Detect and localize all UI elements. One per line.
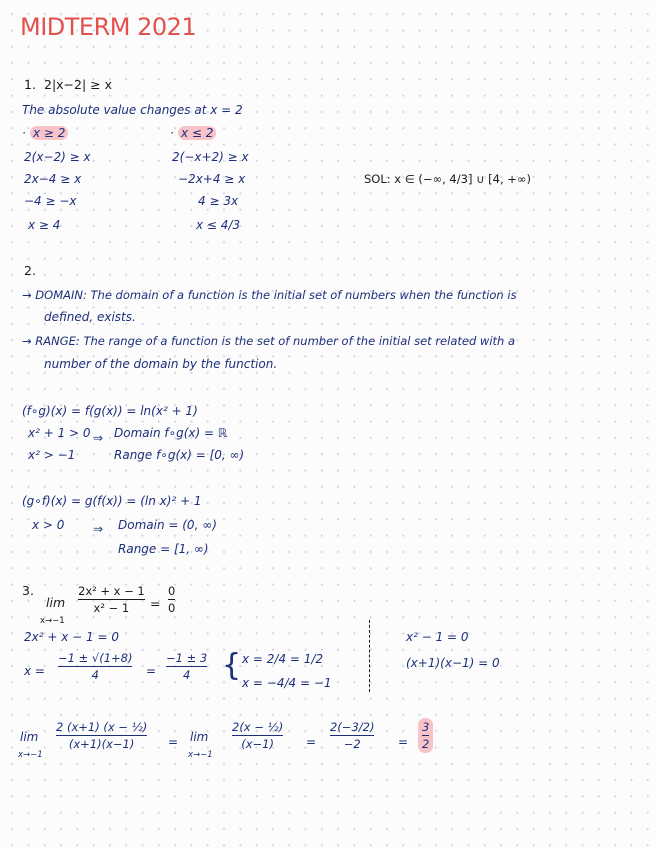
domain-definition-cont: defined, exists. [44,310,136,324]
divider [369,620,370,692]
problem-number: 2. [24,263,36,278]
case-a-condition: x ≥ 2 [30,126,68,140]
inequality: 2|x−2| ≥ x [44,77,113,92]
fog-condition: x² > −1 [28,448,76,462]
gof-condition: x > 0 [32,518,65,532]
equals: = [146,664,157,678]
denominator: 4 [182,668,191,682]
root: x = −4/4 = −1 [242,676,332,690]
limit-subscript: x→−1 [40,616,65,626]
denominator: (x−1) [241,737,274,751]
equals: = [306,735,317,749]
limit-subscript: x→−1 [18,750,43,760]
solution: SOL: x ∈ (−∞, 4/3] ∪ [4, +∞) [364,172,531,186]
case-a-line: x ≥ 4 [28,218,61,232]
denominator: 2 [422,737,430,751]
simplified-fraction [232,720,283,751]
equals: = [168,735,179,749]
case-a-line: 2(x−2) ≥ x [24,150,91,164]
range-definition: → RANGE: The range of a function is the set of number of the initial set related with a [22,334,516,348]
fog-domain: Domain f∘g(x) = ℝ [114,426,228,440]
quadratic-formula [58,651,132,682]
denominator: x² − 1 [93,601,130,615]
case-a-line: 2x−4 ≥ x [24,172,82,186]
range-definition-cont: number of the domain by the function. [44,357,278,371]
denominator: −2 [343,737,361,751]
numerator: 2 (x+1) (x − ½) [56,720,148,734]
denominator: 0 [168,601,176,615]
intro-text: The absolute value changes at x = 2 [22,103,243,117]
domain-definition: → DOMAIN: The domain of a function is the initial set of numbers when the function is [22,288,517,302]
numerator: 2(x − ½) [232,720,284,734]
problem-number: 3. [22,583,34,598]
case-a-bullet: · [22,126,26,140]
fraction-bar [168,599,175,600]
final-answer [418,718,433,753]
fraction-bar [166,666,207,667]
limit-fraction [78,584,145,615]
gof-domain: Domain = (0, ∞) [118,518,217,532]
factored-fraction [56,720,147,751]
quadratic-formula-evaluated [166,651,207,682]
numerator: 2x² + x − 1 [78,584,145,598]
root: x = 2/4 = 1/2 [242,652,324,666]
numerator: −1 ± √(1+8) [58,651,133,665]
equals: = [398,735,409,749]
fraction-bar [78,599,145,600]
denominator: 4 [91,668,99,682]
composition-gof: (g∘f)(x) = g(f(x)) = (ln x)² + 1 [22,494,202,508]
quadratic-equation: 2x² + x − 1 = 0 [24,630,119,644]
numerator: −1 ± 3 [166,651,208,665]
problem-number: 1. [24,77,36,92]
implies-arrow: ⇒ [93,431,104,445]
case-b-condition: x ≤ 2 [178,126,216,140]
substituted-fraction [330,720,374,751]
x-equals: x = [24,664,45,678]
case-a-line: −4 ≥ −x [24,194,77,208]
numerator: 0 [168,584,176,598]
fraction-bar [232,735,283,736]
limit-symbol: lim [46,595,66,610]
limit-subscript: x→−1 [188,750,213,760]
case-b-line: x ≤ 4/3 [196,218,241,232]
case-b-line: −2x+4 ≥ x [178,172,246,186]
fraction-bar [58,666,132,667]
case-b-bullet: · [170,126,174,140]
denominator: (x+1)(x−1) [68,737,135,751]
numerator: 2(−3/2) [330,720,375,734]
indeterminate-form [168,584,175,615]
fraction-bar [330,735,374,736]
fog-range: Range f∘g(x) = [0, ∞) [114,448,245,462]
equals: = [150,596,161,611]
numerator: 3 [422,720,430,734]
page-title: MIDTERM 2021 [20,13,197,41]
case-b-line: 4 ≥ 3x [198,194,239,208]
fraction-bar [422,735,429,736]
factor-equation: x² − 1 = 0 [406,630,469,644]
implies-arrow: ⇒ [93,522,104,536]
fraction-bar [56,735,147,736]
case-b-line: 2(−x+2) ≥ x [172,150,249,164]
fog-condition: x² + 1 > 0 [28,426,91,440]
factor-equation: (x+1)(x−1) = 0 [406,656,500,670]
gof-range: Range = [1, ∞) [118,542,209,556]
limit-symbol: lim [20,730,39,744]
limit-symbol: lim [190,730,209,744]
brace-icon: { [222,648,242,683]
composition-fog: (f∘g)(x) = f(g(x)) = ln(x² + 1) [22,404,198,418]
